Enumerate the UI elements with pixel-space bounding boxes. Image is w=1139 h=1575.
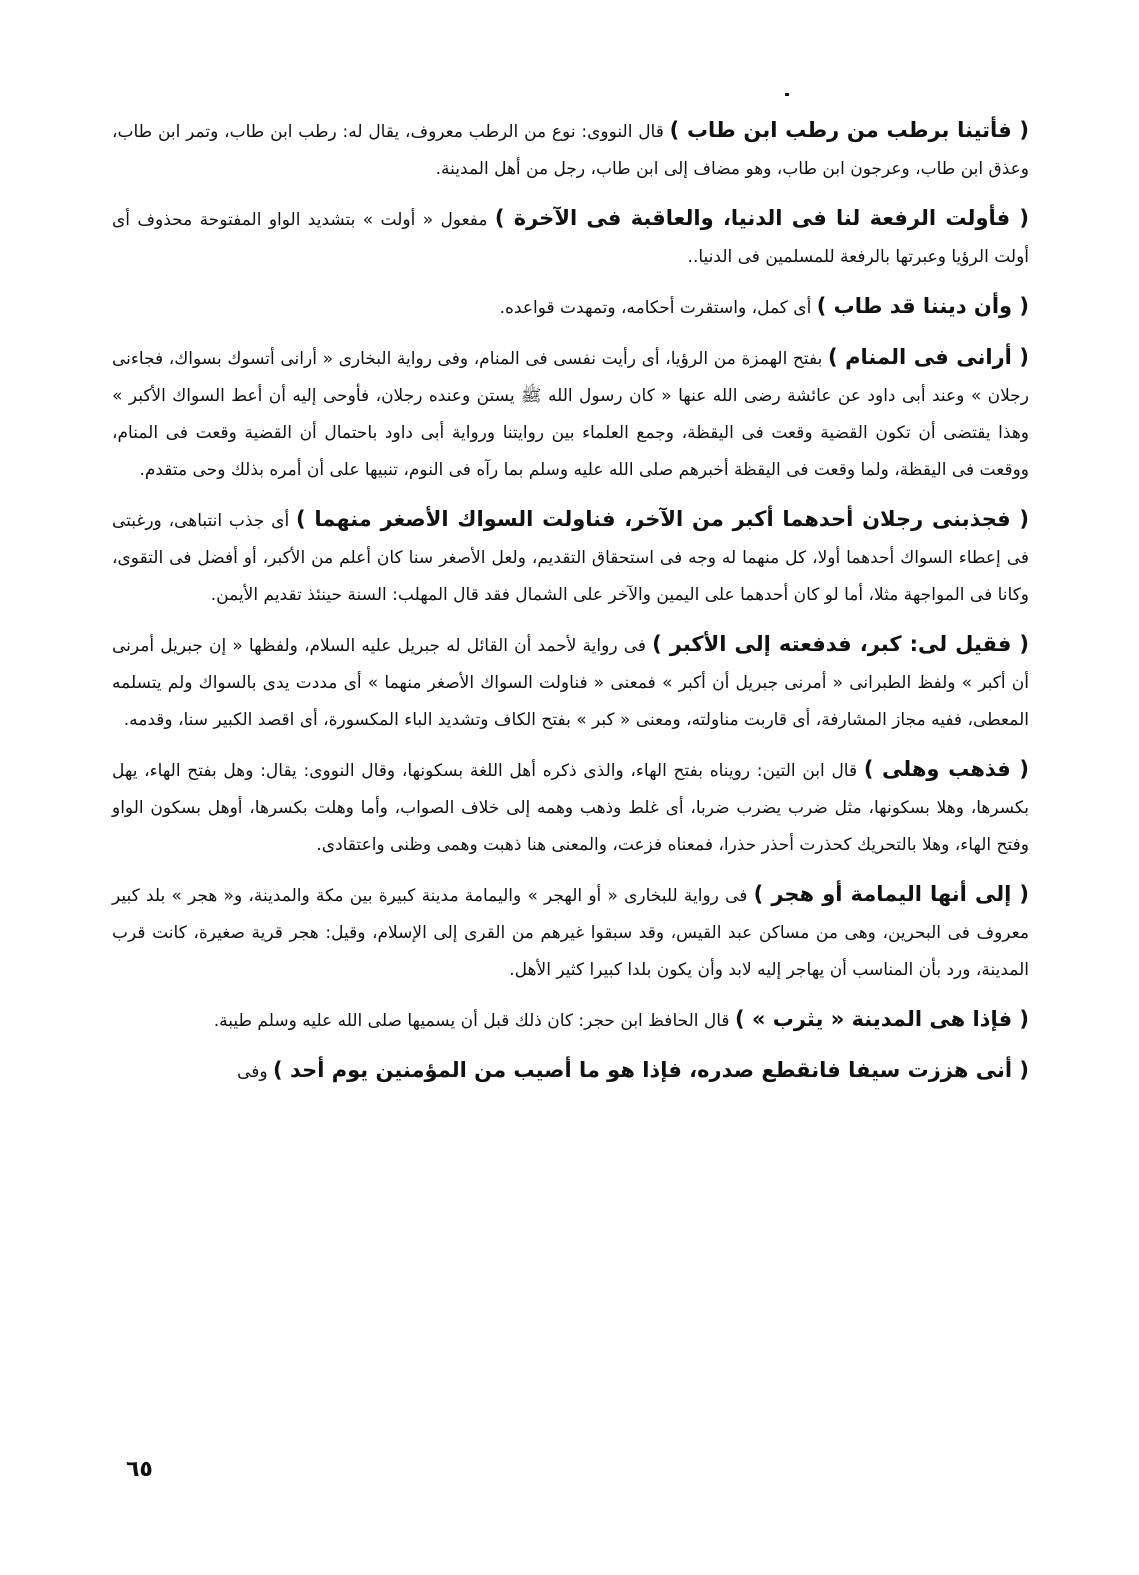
paragraph-fajadhabani	[112, 501, 1029, 614]
page-number: ٦٥	[126, 1457, 153, 1482]
hadith-lemma: ( وأن ديننا قد طاب )	[816, 294, 1029, 318]
paragraph-fadhahaba-wahli	[112, 751, 1029, 864]
paragraph-dinuna-tab	[112, 288, 1029, 327]
commentary-text-block	[112, 112, 1029, 1103]
hadith-lemma: ( فأتينا برطب من رطب ابن طاب )	[669, 118, 1029, 142]
paragraph-yamamah-hajar	[112, 876, 1029, 989]
paragraph-hazaztu-sayfan	[112, 1052, 1029, 1091]
hadith-lemma: ( فإذا هى المدينة « يثرب » )	[734, 1007, 1029, 1031]
scan-mark	[785, 93, 789, 96]
commentary-text: بفتح الهمزة من الرؤيا، أى رأيت نفسى فى المنام، وفى رواية البخارى « أرانى أتسوك بسواك، فجاءنى رجلان » وعند أبى داود عن عائشة رضى الله عنها « كان رسول الله ﷺ يستن وعنده رجلان، فأوحى إليه أن أعط السواك الأكبر » وهذا يقتضى أن تكون القضية وقعت فى اليقظة، وجمع العلماء بين روايتنا ورواية أبى داود باحتمال أن القضية وقعت فى المنام، ووقعت فى اليقظة، ولما وقعت فى اليقظة أخبرهم صلى الله عليه وسلم بما رآه فى النوم، تنبيها على أن أمره بذلك وحى متقدم.	[112, 349, 1029, 480]
paragraph-arani-fil-manam	[112, 339, 1029, 489]
commentary-text: فى رواية للبخارى « أو الهجر » واليمامة مدينة كبيرة بين مكة والمدينة، و« هجر » بلد كبير معروف فى البحرين، وهى من مساكن عبد القيس، وقد سبقوا غيرهم من القرى إلى الإسلام، وقيل: هجر قرية صغيرة، كانت قرب المدينة، ورد بأن المناسب أن يهاجر إليه لابد وأن يكون بلدا كبيرا كثير الأهل.	[112, 886, 1029, 980]
hadith-lemma: ( فجذبنى رجلان أحدهما أكبر من الآخر، فناولت السواك الأصغر منهما )	[296, 507, 1029, 531]
paragraph-faqila-li-kabbir	[112, 626, 1029, 739]
commentary-text: قال الحافظ ابن حجر: كان ذلك قبل أن يسميها صلى الله عليه وسلم طيبة.	[213, 1011, 735, 1031]
hadith-lemma: ( أرانى فى المنام )	[828, 345, 1029, 369]
hadith-lemma: ( فقيل لى: كبر، فدفعته إلى الأكبر )	[652, 632, 1030, 656]
hadith-lemma: ( فأولت الرفعة لنا فى الدنيا، والعاقبة فى الآخرة )	[494, 206, 1029, 230]
commentary-text: أى كمل، واستقرت أحكامه، وتمهدت قواعده.	[499, 298, 817, 318]
paragraph-yathrib	[112, 1001, 1029, 1040]
commentary-text: قال النووى: نوع من الرطب معروف، يقال له: رطب ابن طاب، وتمر ابن طاب، وعذق ابن طاب، وعرجون ابن طاب، وهو مضاف إلى ابن طاب، رجل من أهل المدينة.	[112, 122, 1029, 179]
paragraph-ratab-ibn-tab	[112, 112, 1029, 188]
paragraph-rifah	[112, 200, 1029, 276]
hadith-lemma: ( أنى هززت سيفا فانقطع صدره، فإذا هو ما أصيب من المؤمنين يوم أحد )	[273, 1058, 1029, 1082]
commentary-text: فى رواية لأحمد أن القائل له جبريل عليه السلام، ولفظها « إن جبريل أمرنى أن أكبر » ولفظ الطبرانى « أمرنى جبريل أن أكبر » فمعنى « فناولت السواك الأصغر منهما » أى مددت يدى بالسواك ولم يتسلمه المعطى، ففيه مجاز المشارفة، أى قاربت مناولته، ومعنى « كبر » بفتح الكاف وتشديد الباء المكسورة، أى اقصد الكبير سنا، وقدمه.	[112, 636, 1029, 730]
commentary-text: مفعول « أولت » بتشديد الواو المفتوحة محذوف أى أولت الرؤيا وعبرتها بالرفعة للمسلمين فى الدنيا..	[112, 210, 1029, 267]
hadith-lemma: ( إلى أنها اليمامة أو هجر )	[753, 882, 1030, 906]
commentary-text: أى جذب انتباهى، ورغبتى فى إعطاء السواك أحدهما أولا، كل منهما له وجه فى استحقاق التقديم، ولعل الأصغر سنا كان أعلم من الأكبر، أو أفضل فى التقوى، وكانا فى المواجهة مثلا، أما لو كان أحدهما على اليمين والآخر على الشمال فقد قال المهلب: السنة حينئذ تقديم الأيمن.	[112, 511, 1029, 605]
commentary-text: قال ابن التين: رويناه بفتح الهاء، والذى ذكره أهل اللغة بسكونها، وقال النووى: يقال: وهل بفتح الهاء، يهل بكسرها، وهلا بسكونها، مثل ضرب يضرب ضربا، أى غلط وذهب وهمه إلى خلاف الصواب، وأما وهلت بكسرها، أوهل بسكون الواو وفتح الهاء، وهلا بالتحريك كحذرت أحذر حذرا، فمعناه فزعت، والمعنى هنا ذهبت وهمى وظنى واعتقادى.	[112, 761, 1029, 855]
hadith-lemma: ( فذهب وهلى )	[863, 757, 1029, 781]
commentary-text: وفى	[237, 1062, 274, 1082]
